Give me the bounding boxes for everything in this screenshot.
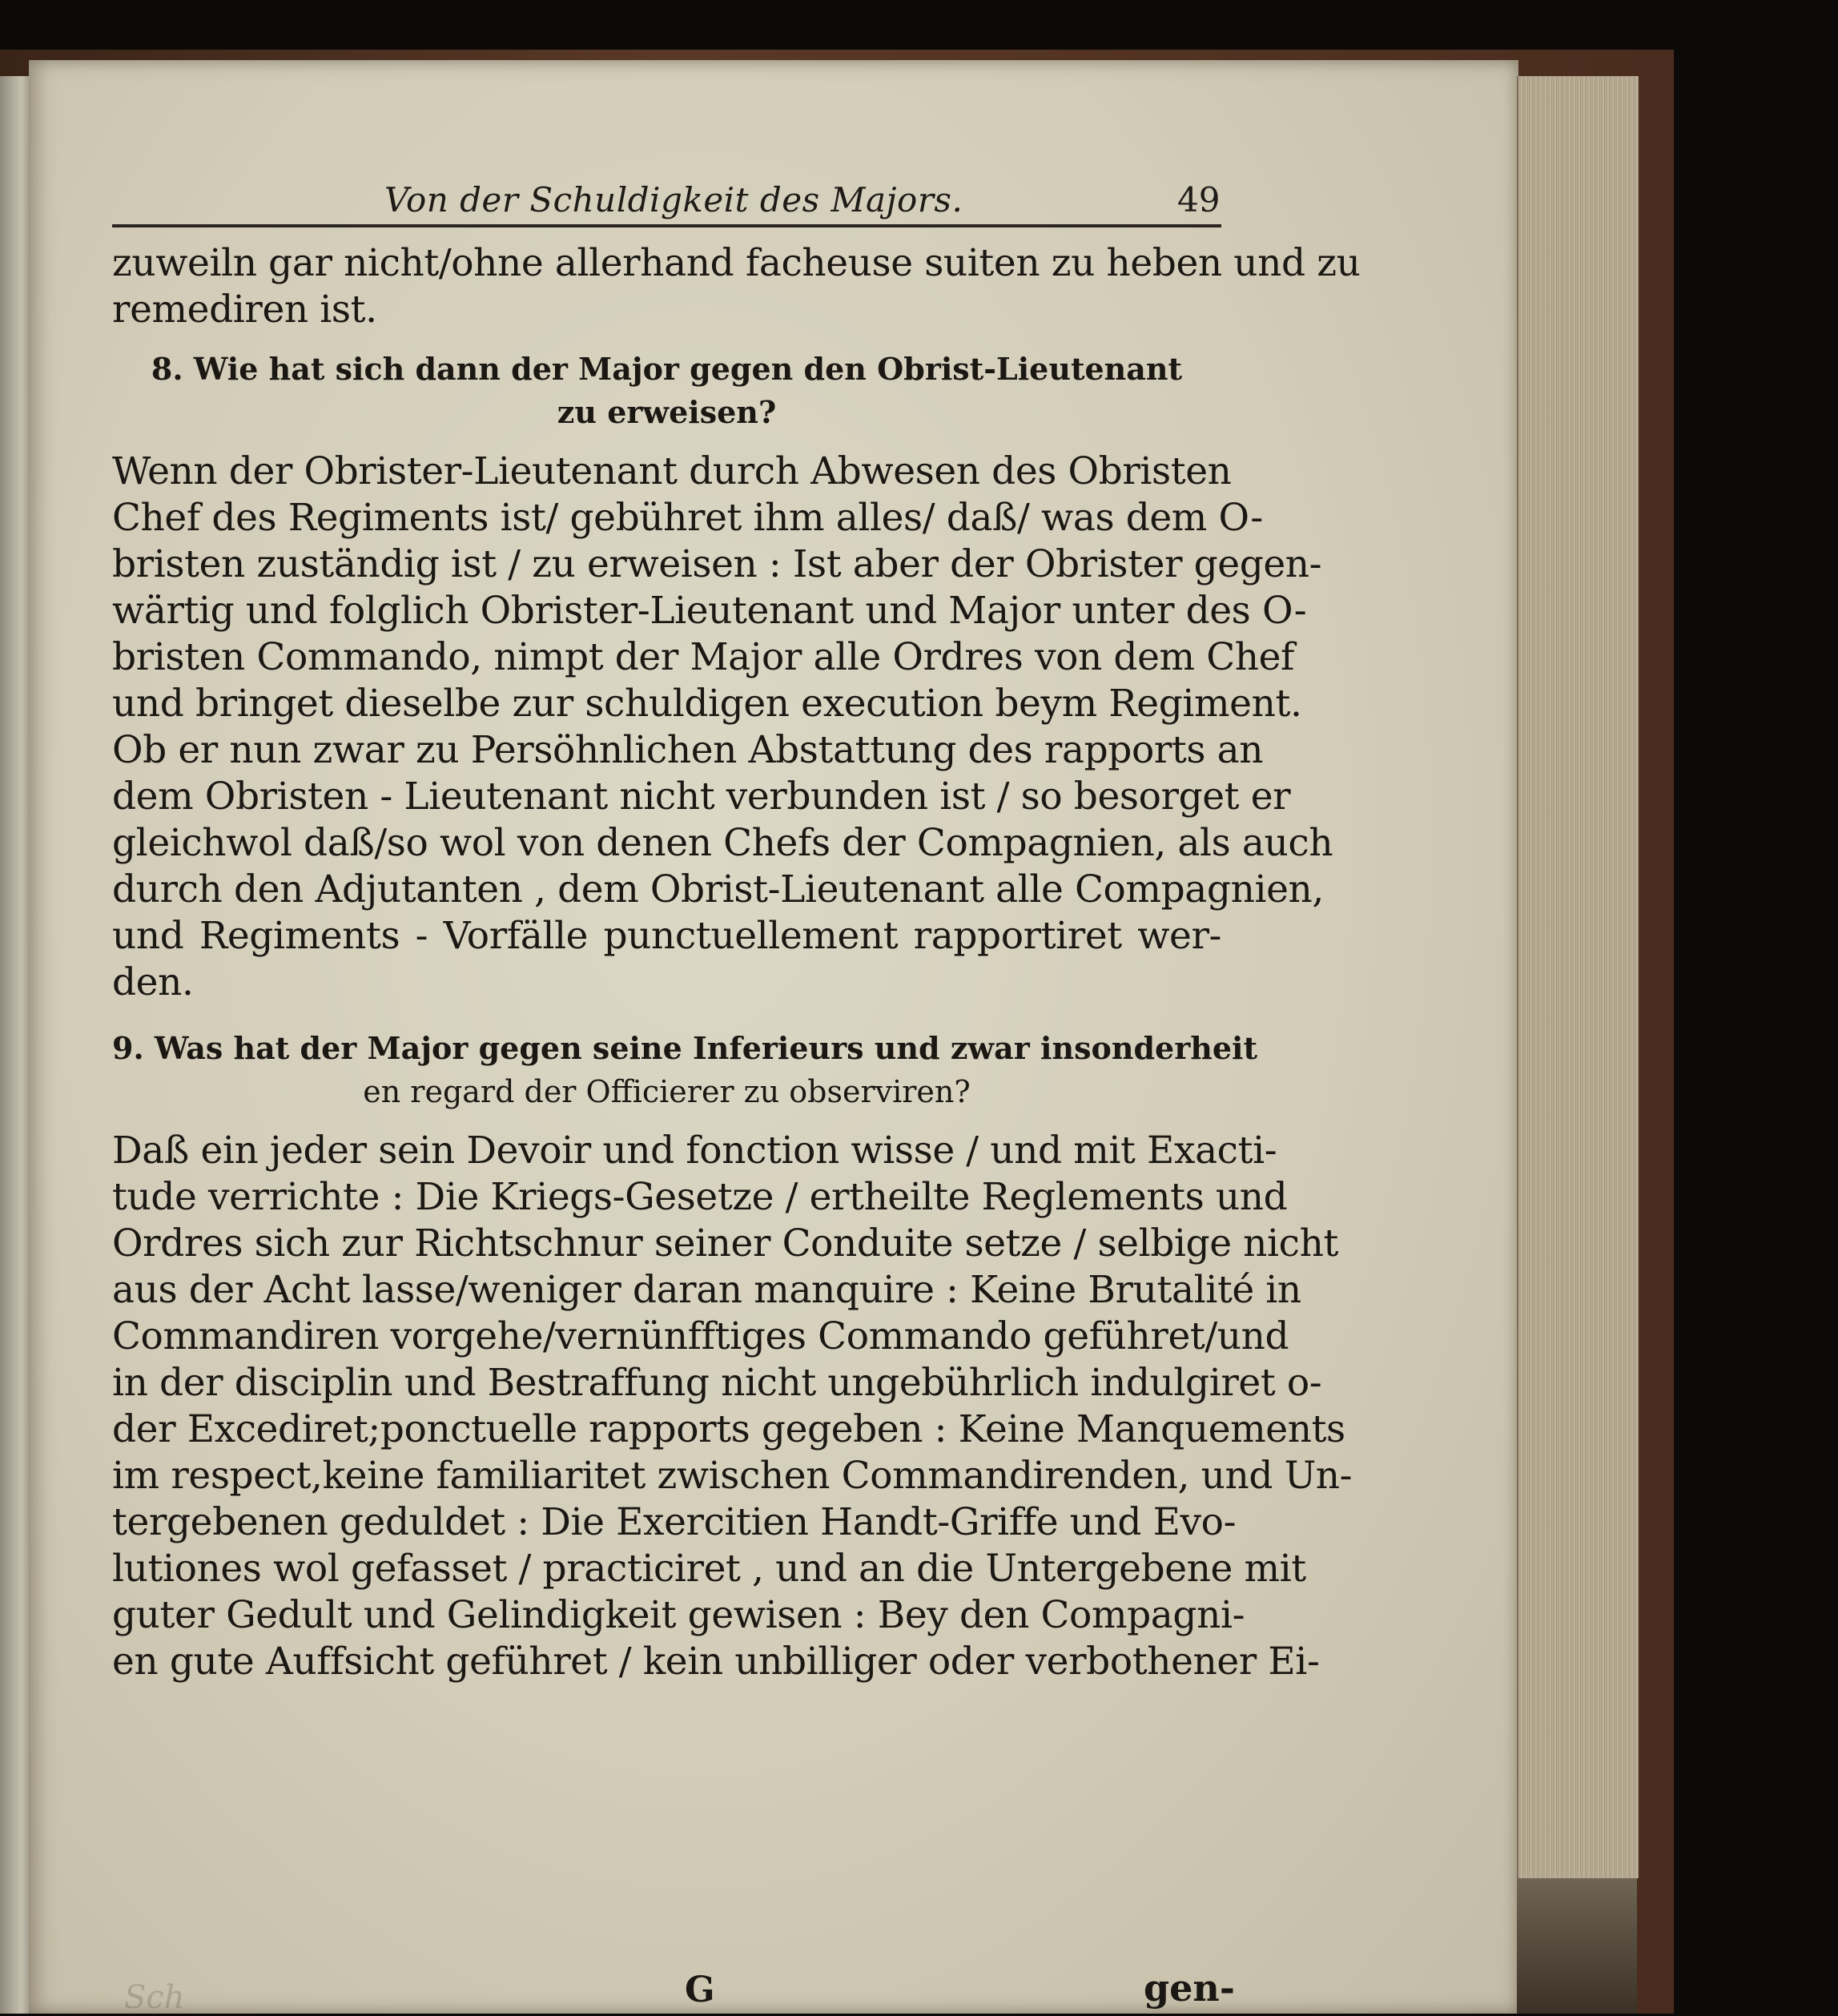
section-heading-9: 9. Was hat der Major gegen seine Inferieurs und zwar insonderheit <box>112 1030 1258 1066</box>
section-heading-9-cont: en regard der Officierer zu observiren? <box>363 1074 971 1109</box>
body-line: Daß ein jeder sein Devoir und fonction wisse / und mit Exacti- <box>112 1129 1277 1173</box>
body-line: Wenn der Obrister-Lieutenant durch Abwesen des Obristen <box>112 449 1232 493</box>
body-line: den. <box>112 960 194 1004</box>
body-line: in der disciplin und Bestraffung nicht ungebührlich indulgiret o- <box>112 1361 1322 1405</box>
body-line: und Regiments - Vorfälle punctuellement rapportiret wer- <box>112 914 1221 958</box>
body-line: dem Obristen - Lieutenant nicht verbunden ist / so besorget er <box>112 775 1291 819</box>
body-line: gleichwol daß/so wol von denen Chefs der Compagnien, als auch <box>112 821 1333 865</box>
body-line: tude verrichte : Die Kriegs-Gesetze / ertheilte Reglements und <box>112 1175 1288 1219</box>
body-line: zuweiln gar nicht/ohne allerhand facheuse suiten zu heben und zu <box>112 241 1361 285</box>
text-column <box>112 240 1361 1685</box>
page-number: 49 <box>1177 180 1221 219</box>
page-block-fore-edge <box>1517 76 1639 1878</box>
catchword: gen- <box>1144 1966 1235 2010</box>
signature-mark: G <box>685 1970 715 2010</box>
body-line: und bringet dieselbe zur schuldigen execution beym Regiment. <box>112 682 1302 726</box>
section-heading-8: 8. Wie hat sich dann der Major gegen den Obrist-Lieutenant <box>151 351 1183 387</box>
body-line: Ob er nun zwar zu Persöhnlichen Abstattung des rapports an <box>112 728 1264 772</box>
body-line: Ordres sich zur Richtschnur seiner Conduite setze / selbige nicht <box>112 1221 1338 1266</box>
running-title: Von der Schuldigkeit des Majors. <box>384 180 963 219</box>
body-line: bristen zuständig ist / zu erweisen : Ist aber der Obrister gegen- <box>112 542 1322 586</box>
body-line: wärtig und folglich Obrister-Lieutenant und Major unter des O- <box>112 589 1307 633</box>
body-line: remediren ist. <box>112 288 377 332</box>
body-line: guter Gedult und Gelindigkeit gewisen : Bey den Compagni- <box>112 1593 1245 1637</box>
header-rule <box>112 224 1221 227</box>
body-line: Commandiren vorgehe/vernünfftiges Commando geführet/und <box>112 1314 1289 1358</box>
body-line: der Excediret;ponctuelle rapports gegeben : Keine Manquements <box>112 1407 1345 1451</box>
bleed-through-mark: Sch <box>124 1979 185 2016</box>
body-line: durch den Adjutanten , dem Obrist-Lieutenant alle Compagnien, <box>112 867 1324 911</box>
body-line: Chef des Regiments ist/ gebühret ihm alles/ daß/ was dem O- <box>112 496 1263 540</box>
body-line: im respect,keine familiaritet zwischen Commandirenden, und Un- <box>112 1454 1353 1498</box>
body-line: bristen Commando, nimpt der Major alle Ordres von dem Chef <box>112 635 1295 679</box>
page-block-shadow <box>1517 1878 1637 2014</box>
body-line: lutiones wol gefasset / practiciret , und an die Untergebene mit <box>112 1547 1306 1591</box>
body-line: aus der Acht lasse/weniger daran manquire : Keine Brutalité in <box>112 1268 1301 1312</box>
body-line: en gute Auffsicht geführet / kein unbilliger oder verbothener Ei- <box>112 1640 1320 1684</box>
facing-page-edge <box>0 76 30 2014</box>
section-heading-8-cont: zu erweisen? <box>557 394 777 430</box>
body-line: tergebenen geduldet : Die Exercitien Handt-Griffe und Evo- <box>112 1500 1237 1544</box>
